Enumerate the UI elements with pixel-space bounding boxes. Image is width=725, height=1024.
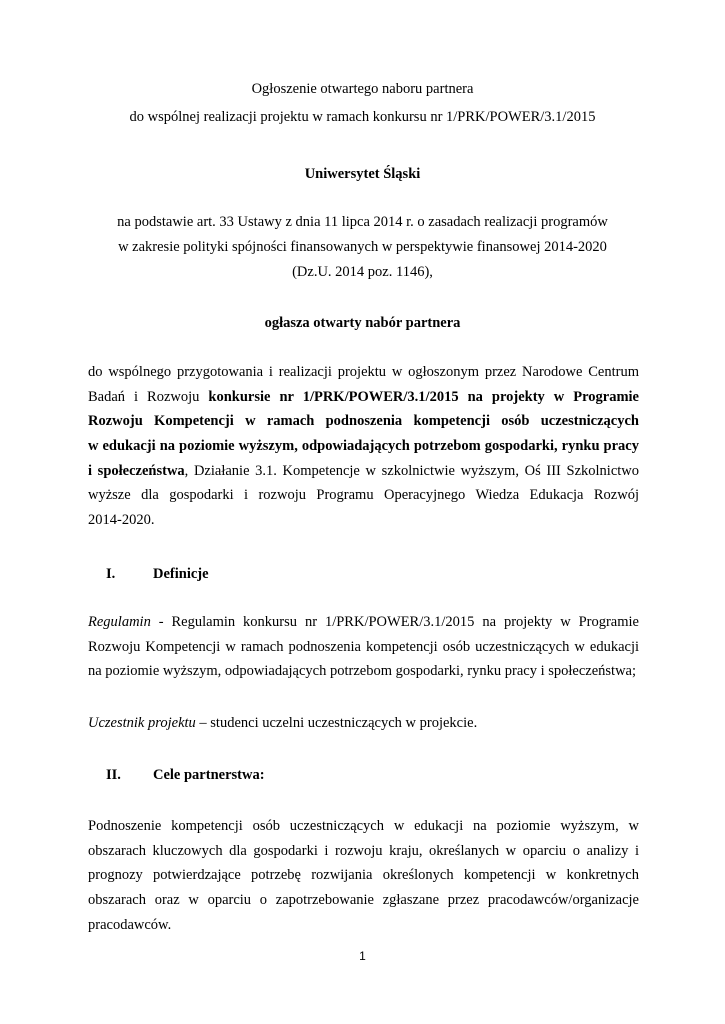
legal-basis-line-3: (Dz.U. 2014 poz. 1146), — [292, 264, 433, 280]
definition-line: Rozwoju Kompetencji w ramach podnoszenia kompetencji osób uczestniczących w edukacji — [88, 638, 639, 655]
title-line-2: do wspólnej realizacji projektu w ramach konkursu nr 1/PRK/POWER/3.1/2015 — [129, 109, 596, 125]
section-number: I. — [106, 566, 116, 582]
definition-uczestnik — [88, 711, 639, 736]
intro-line: Badań i Rozwoju konkursie nr 1/PRK/POWER/3.1/2015 na projekty w Programie — [88, 388, 639, 405]
legal-basis-line-1: na podstawie art. 33 Ustawy z dnia 11 lipca 2014 r. o zasadach realizacji programów — [117, 214, 608, 230]
institution-name: Uniwersytet Śląski — [304, 166, 421, 182]
goals-line: Podnoszenie kompetencji osób uczestniczących w edukacji na poziomie wyższym, w — [88, 818, 639, 834]
section-number: II. — [106, 767, 121, 783]
legal-basis-line-2: w zakresie polityki spójności finansowanych w perspektywie finansowej 2014-2020 — [118, 239, 607, 255]
definition-line: na poziomie wyższym, odpowiadających potrzebom gospodarki, rynku pracy i społeczeństwa; — [88, 663, 637, 680]
intro-line: w edukacji na poziomie wyższym, odpowiadających potrzebom gospodarki, rynku pracy — [88, 438, 639, 455]
definition-line: Uczestnik projektu – studenci uczelni uczestniczących w projekcie. — [88, 715, 478, 731]
section-title: Definicje — [153, 566, 209, 582]
title-line-1: Ogłoszenie otwartego naboru partnera — [251, 81, 474, 97]
definition-regulamin — [88, 610, 639, 684]
definition-line: Regulamin - Regulamin konkursu nr 1/PRK/POWER/3.1/2015 na projekty w Programie — [88, 614, 639, 630]
intro-paragraph — [88, 360, 639, 533]
announcement-heading: ogłasza otwarty nabór partnera — [264, 315, 461, 331]
section-title: Cele partnerstwa: — [153, 767, 265, 783]
goals-line: obszarach kluczowych dla gospodarki i rozwoju kraju, określanych w oparciu o analizy i — [88, 842, 639, 859]
intro-line: Rozwoju Kompetencji w ramach podnoszenia kompetencji osób uczestniczących — [88, 413, 639, 430]
intro-line: do wspólnego przygotowania i realizacji projektu w ogłoszonym przez Narodowe Centrum — [88, 364, 639, 380]
goals-line: pracodawców. — [88, 916, 172, 933]
goals-line: prognozy potwierdzające potrzebę rozwijania określonych kompetencji w konkretnych — [88, 867, 639, 884]
intro-line: wyższe dla gospodarki i rozwoju Programu Operacyjnego Wiedza Edukacja Rozwój — [88, 487, 639, 504]
intro-line: i społeczeństwa, Działanie 3.1. Kompetencje w szkolnictwie wyższym, Oś III Szkolnictwo — [88, 462, 640, 479]
page-number: 1 — [359, 949, 366, 963]
goals-paragraph — [88, 814, 639, 937]
intro-line: 2014-2020. — [88, 512, 155, 529]
goals-line: obszarach oraz w oparciu o zapotrzebowanie zgłaszane przez pracodawców/organizacje — [88, 892, 639, 909]
